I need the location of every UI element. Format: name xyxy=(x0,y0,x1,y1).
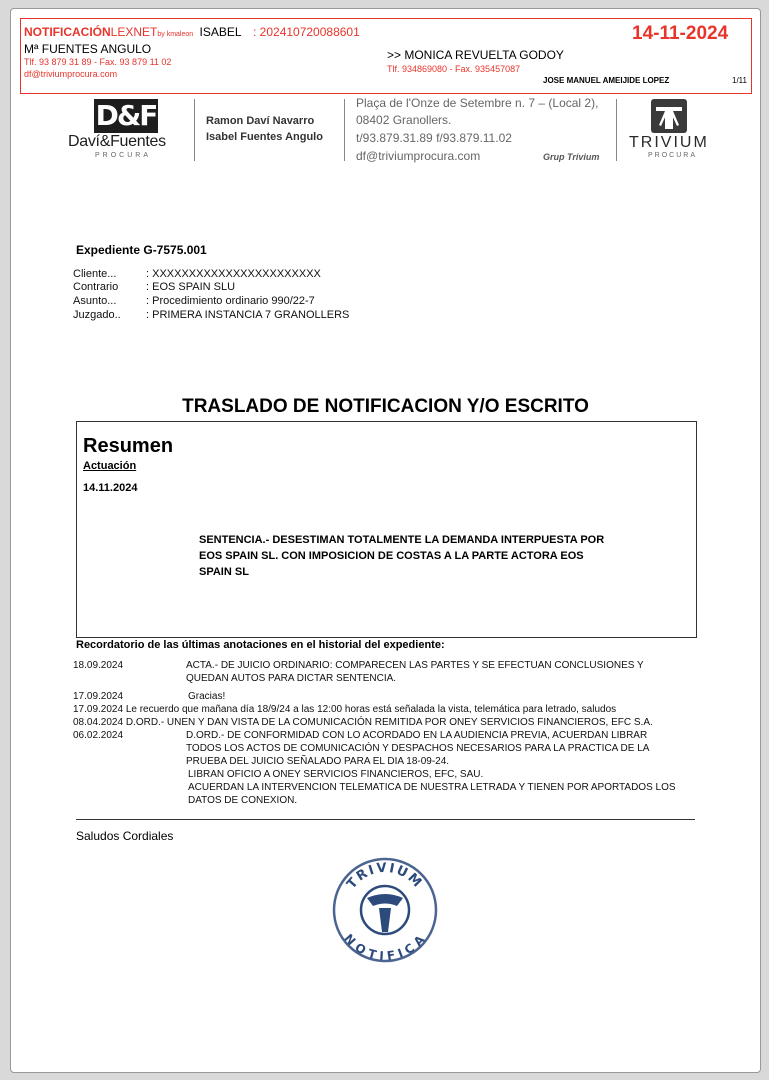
summary-text-line: EOS SPAIN SL. CON IMPOSICION DE COSTAS A LA PARTE ACTORA EOS xyxy=(199,550,584,562)
attorney-name: JOSE MANUEL AMEIJIDE LOPEZ xyxy=(543,76,670,85)
history-entry-line: ACTA.- DE JUICIO ORDINARIO: COMPARECEN LAS PARTES Y SE EFECTUAN CONCLUSIONES Y xyxy=(186,660,644,671)
sender-first-name: ISABEL xyxy=(199,25,242,39)
notification-date: 14-11-2024 xyxy=(632,23,729,44)
trivium-notifica-stamp xyxy=(331,856,439,964)
history-entry-line: LIBRAN OFICIO A ONEY SERVICIOS FINANCIEROS, EFC, SAU. xyxy=(188,769,484,780)
recipient-name: >> MONICA REVUELTA GODOY xyxy=(387,48,564,62)
separator-line xyxy=(76,819,695,820)
history-entry-line: Gracias! xyxy=(188,691,226,702)
group-name: Grup Trivium xyxy=(543,152,600,162)
letterhead-phones: t/93.879.31.89 f/93.879.11.02 xyxy=(356,131,512,145)
df-logo: D&F xyxy=(95,99,157,132)
actuacion-label: Actuación xyxy=(83,460,137,472)
history-entry-line: PRUEBA DEL JUICIO SEÑALADO PARA EL DIA 18-09-24. xyxy=(186,756,450,767)
trivium-subtitle: PROCURA xyxy=(648,152,698,159)
history-entry-line: D.ORD.- DE CONFORMIDAD CON LO ACORDADO EN LA AUDIENCIA PREVIA, ACUERDAN LIBRAR xyxy=(186,730,648,741)
actuacion-date: 14.11.2024 xyxy=(83,482,138,494)
case-field-label: Asunto... xyxy=(73,295,117,307)
expediente-title: Expediente G-7575.001 xyxy=(76,243,207,257)
svg-text:NOTIFICA xyxy=(341,931,428,963)
notif-label: NOTIFICACIÓN xyxy=(24,25,111,39)
recipient-phone: Tlf. 934869080 - Fax. 935457087 xyxy=(387,64,521,74)
history-date: 17.09.2024 xyxy=(73,691,124,702)
divider xyxy=(194,99,195,161)
history-entry-line: 17.09.2024 Le recuerdo que mañana día 18/9/24 a las 12:00 horas está señalada la vista, telemática para letrado, saludos xyxy=(73,704,617,715)
history-entry-line: ACUERDAN LA INTERVENCION TELEMATICA DE NUESTRA LETRADA Y TIENEN POR APORTADOS LOS xyxy=(188,782,676,793)
by-label: by kmaleon xyxy=(157,31,194,38)
case-field-value: : PRIMERA INSTANCIA 7 GRANOLLERS xyxy=(146,309,350,321)
history-title: Recordatorio de las últimas anotaciones en el historial del expediente: xyxy=(76,639,445,651)
letterhead-email: df@triviumprocura.com xyxy=(356,149,481,163)
summary-text-line: SENTENCIA.- DESESTIMAN TOTALMENTE LA DEMANDA INTERPUESTA POR xyxy=(199,534,605,546)
case-field-value: : EOS SPAIN SLU xyxy=(146,281,236,293)
history-entry-line: DATOS DE CONEXION. xyxy=(188,795,298,806)
page-title: TRASLADO DE NOTIFICACION Y/O ESCRITO xyxy=(182,396,589,417)
lexnet-label: LEXNET xyxy=(110,25,158,39)
history-entry-line: QUEDAN AUTOS PARA DICTAR SENTENCIA. xyxy=(186,673,397,684)
document-page xyxy=(10,8,761,1073)
case-field-value: : XXXXXXXXXXXXXXXXXXXXXXX xyxy=(146,268,321,280)
page-number: 1/11 xyxy=(732,76,747,85)
sender-email: df@triviumprocura.com xyxy=(24,69,118,79)
case-field-label: Contrario xyxy=(73,281,119,293)
brand-name: Daví&Fuentes xyxy=(68,133,166,150)
summary-title: Resumen xyxy=(83,435,174,457)
notification-title xyxy=(24,25,242,39)
trivium-logo-icon xyxy=(651,99,687,133)
person-2: Isabel Fuentes Angulo xyxy=(206,131,323,143)
stamp-top-text: TRIVIUM xyxy=(344,860,426,892)
sender-phone: Tlf. 93 879 31 89 - Fax. 93 879 11 02 xyxy=(24,57,172,67)
divider xyxy=(344,99,345,161)
history-entry-line: TODOS LOS ACTOS DE COMUNICACIÓN Y DESPACHOS NECESARIOS PARA LA PRACTICA DE LA xyxy=(186,743,650,754)
person-1: Ramon Daví Navarro xyxy=(206,115,315,127)
notification-number: : 202410720088601 xyxy=(253,25,360,39)
closing-greeting: Saludos Cordiales xyxy=(76,829,174,843)
case-field-value: : Procedimiento ordinario 990/22-7 xyxy=(146,295,315,307)
address-line-2: 08402 Granollers. xyxy=(356,113,452,127)
history-entry-line: 08.04.2024 D.ORD.- UNEN Y DAN VISTA DE LA COMUNICACIÓN REMITIDA POR ONEY SERVICIOS FINANCIEROS, EFC S.A. xyxy=(73,717,653,728)
divider xyxy=(616,99,617,161)
sender-last-name: Mª FUENTES ANGULO xyxy=(24,42,152,56)
history-date: 06.02.2024 xyxy=(73,730,124,741)
brand-subtitle: PROCURA xyxy=(95,152,152,159)
summary-text-line: SPAIN SL xyxy=(199,566,249,578)
stamp-bottom-text: NOTIFICA xyxy=(341,931,429,964)
history-date: 18.09.2024 xyxy=(73,660,124,671)
case-field-label: Cliente... xyxy=(73,268,117,280)
svg-text:TRIVIUM xyxy=(344,861,425,892)
address-line-1: Plaça de l'Onze de Setembre n. 7 – (Local 2), xyxy=(356,96,599,110)
case-field-label: Juzgado.. xyxy=(73,309,121,321)
trivium-name: TRIVIUM xyxy=(629,134,709,151)
